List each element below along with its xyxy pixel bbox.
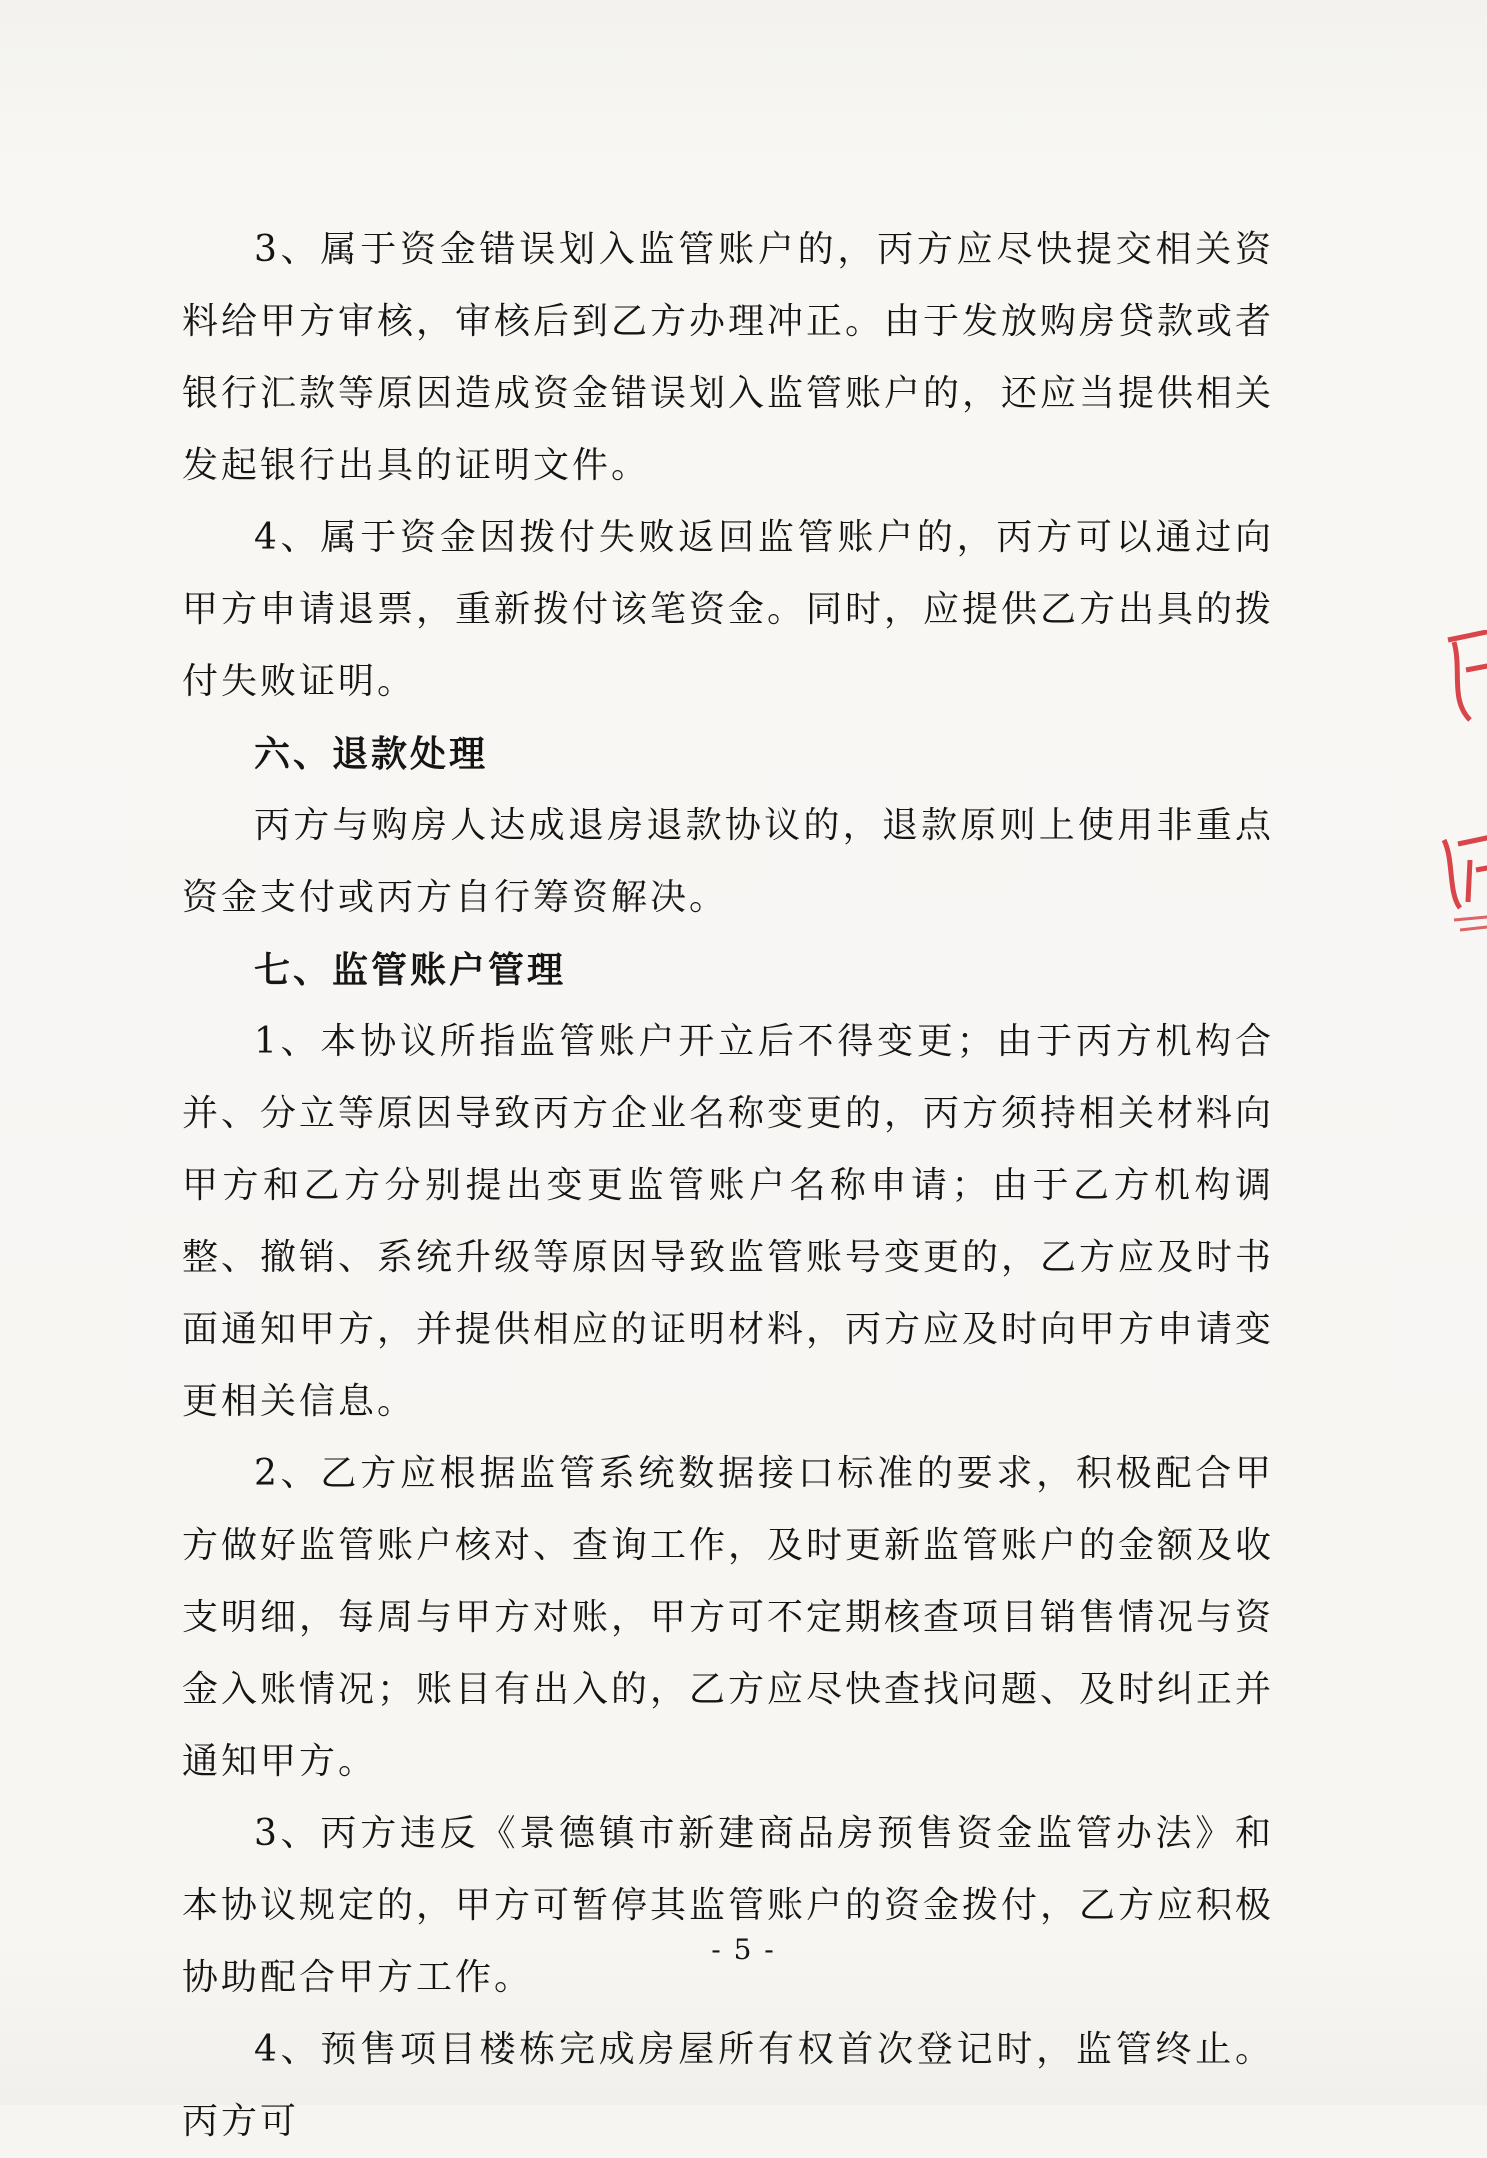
red-seal-fragment	[1440, 630, 1487, 960]
document-body	[182, 214, 1274, 2158]
paragraph-account-3: 3、丙方违反《景德镇市新建商品房预售资金监管办法》和本协议规定的，甲方可暂停其监管账户的资金拨付，乙方应积极协助配合甲方工作。	[182, 1813, 1275, 1998]
section-heading-refund: 六、退款处理	[254, 733, 489, 775]
paragraph-account-2: 2、乙方应根据监管系统数据接口标准的要求，积极配合甲方做好监管账户核对、查询工作，及时更新监管账户的金额及收支明细，每周与甲方对账，甲方可不定期核查项目销售情况与资金入账情况；账目有出入的，乙方应尽快查找问题、及时纠正并通知甲方。	[182, 1453, 1275, 1782]
page-number: - 5 -	[711, 1933, 776, 1966]
paragraph-item-4: 4、属于资金因拨付失败返回监管账户的，丙方可以通过向甲方申请退票，重新拨付该笔资金。同时，应提供乙方出具的拨付失败证明。	[182, 517, 1275, 702]
paragraph-item-3: 3、属于资金错误划入监管账户的，丙方应尽快提交相关资料给甲方审核，审核后到乙方办理冲正。由于发放购房贷款或者银行汇款等原因造成资金错误划入监管账户的，还应当提供相关发起银行出具的证明文件。	[182, 229, 1275, 486]
paragraph-account-1: 1、本协议所指监管账户开立后不得变更；由于丙方机构合并、分立等原因导致丙方企业名称变更的，丙方须持相关材料向甲方和乙方分别提出变更监管账户名称申请；由于乙方机构调整、撤销、系统升级等原因导致监管账号变更的，乙方应及时书面通知甲方，并提供相应的证明材料，丙方应及时向甲方申请变更相关信息。	[182, 1021, 1275, 1422]
paragraph-refund: 丙方与购房人达成退房退款协议的，退款原则上使用非重点资金支付或丙方自行筹资解决。	[182, 805, 1274, 918]
paragraph-account-4: 4、预售项目楼栋完成房屋所有权首次登记时，监管终止。丙方可	[182, 2029, 1274, 2142]
section-heading-account-management: 七、监管账户管理	[254, 949, 567, 991]
